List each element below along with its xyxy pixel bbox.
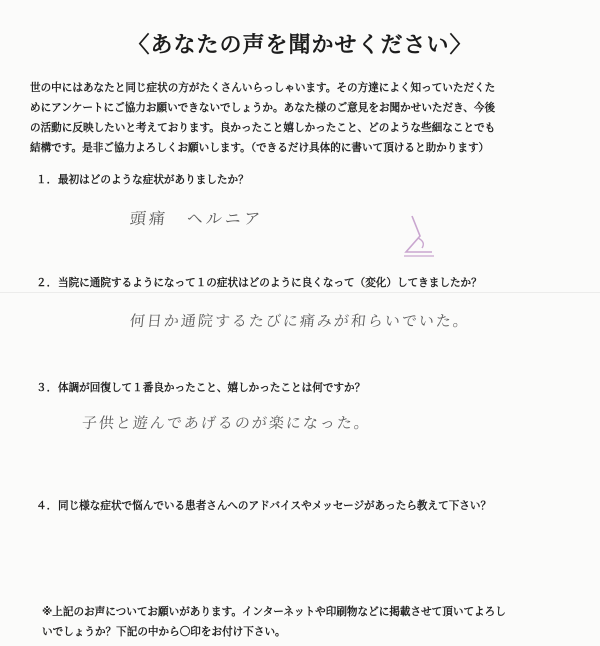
paper-fold [0, 292, 600, 293]
answer-1-handwriting: 頭痛 ヘルニア [128, 209, 264, 228]
question-number: １． [36, 174, 58, 186]
question-text: 体調が回復して１番良かったこと、嬉しかったことは何ですか？ [58, 382, 366, 394]
page-title: 〈あなたの声を聞かせください〉 [127, 33, 473, 58]
question-text: 当院に通院するようになって１の症状はどのように良くなって（変化）してきましたか？ [58, 277, 482, 289]
question-2 [36, 275, 482, 290]
question-number: ３． [36, 382, 58, 394]
answer-3-handwriting: 子供と遊んであげるのが楽になった。 [81, 414, 372, 432]
question-4 [36, 498, 491, 513]
intro-paragraph [30, 78, 578, 158]
intro-line: めにアンケートにご協力お願いできないでしょうか。あなた様のご意見をお聞かせいただき、今後 [30, 102, 496, 114]
note-line: ※上記のお声についてお願いがあります。インターネットや印刷物などに掲載させて頂いてよろし [42, 606, 506, 618]
note-line: いでしょうか？下記の中から〇印をお付け下さい。 [42, 626, 286, 638]
hanko-stamp-icon [398, 212, 438, 258]
intro-line: の活動に反映したいと考えております。良かったこと嬉しかったこと、どのような些細なことでも [30, 122, 496, 134]
answer-2-handwriting: 何日か通院するたびに痛みが和らいでいた。 [129, 312, 471, 330]
question-text: 最初はどのような症状がありましたか？ [58, 174, 249, 186]
intro-line: 結構です。是非ご協力よろしくお願いします。（できるだけ具体的に書いて頂けると助かります） [30, 142, 490, 154]
question-number: ２． [36, 277, 58, 289]
question-1 [36, 172, 249, 187]
footer-note [42, 602, 582, 642]
intro-line: 世の中にはあなたと同じ症状の方がたくさんいらっしゃいます。その方達によく知っていただくた [30, 82, 496, 94]
question-3 [36, 380, 365, 395]
question-text: 同じ様な症状で悩んでいる患者さんへのアドバイスやメッセージがあったら教えて下さい？ [58, 500, 492, 512]
question-number: ４． [36, 500, 58, 512]
